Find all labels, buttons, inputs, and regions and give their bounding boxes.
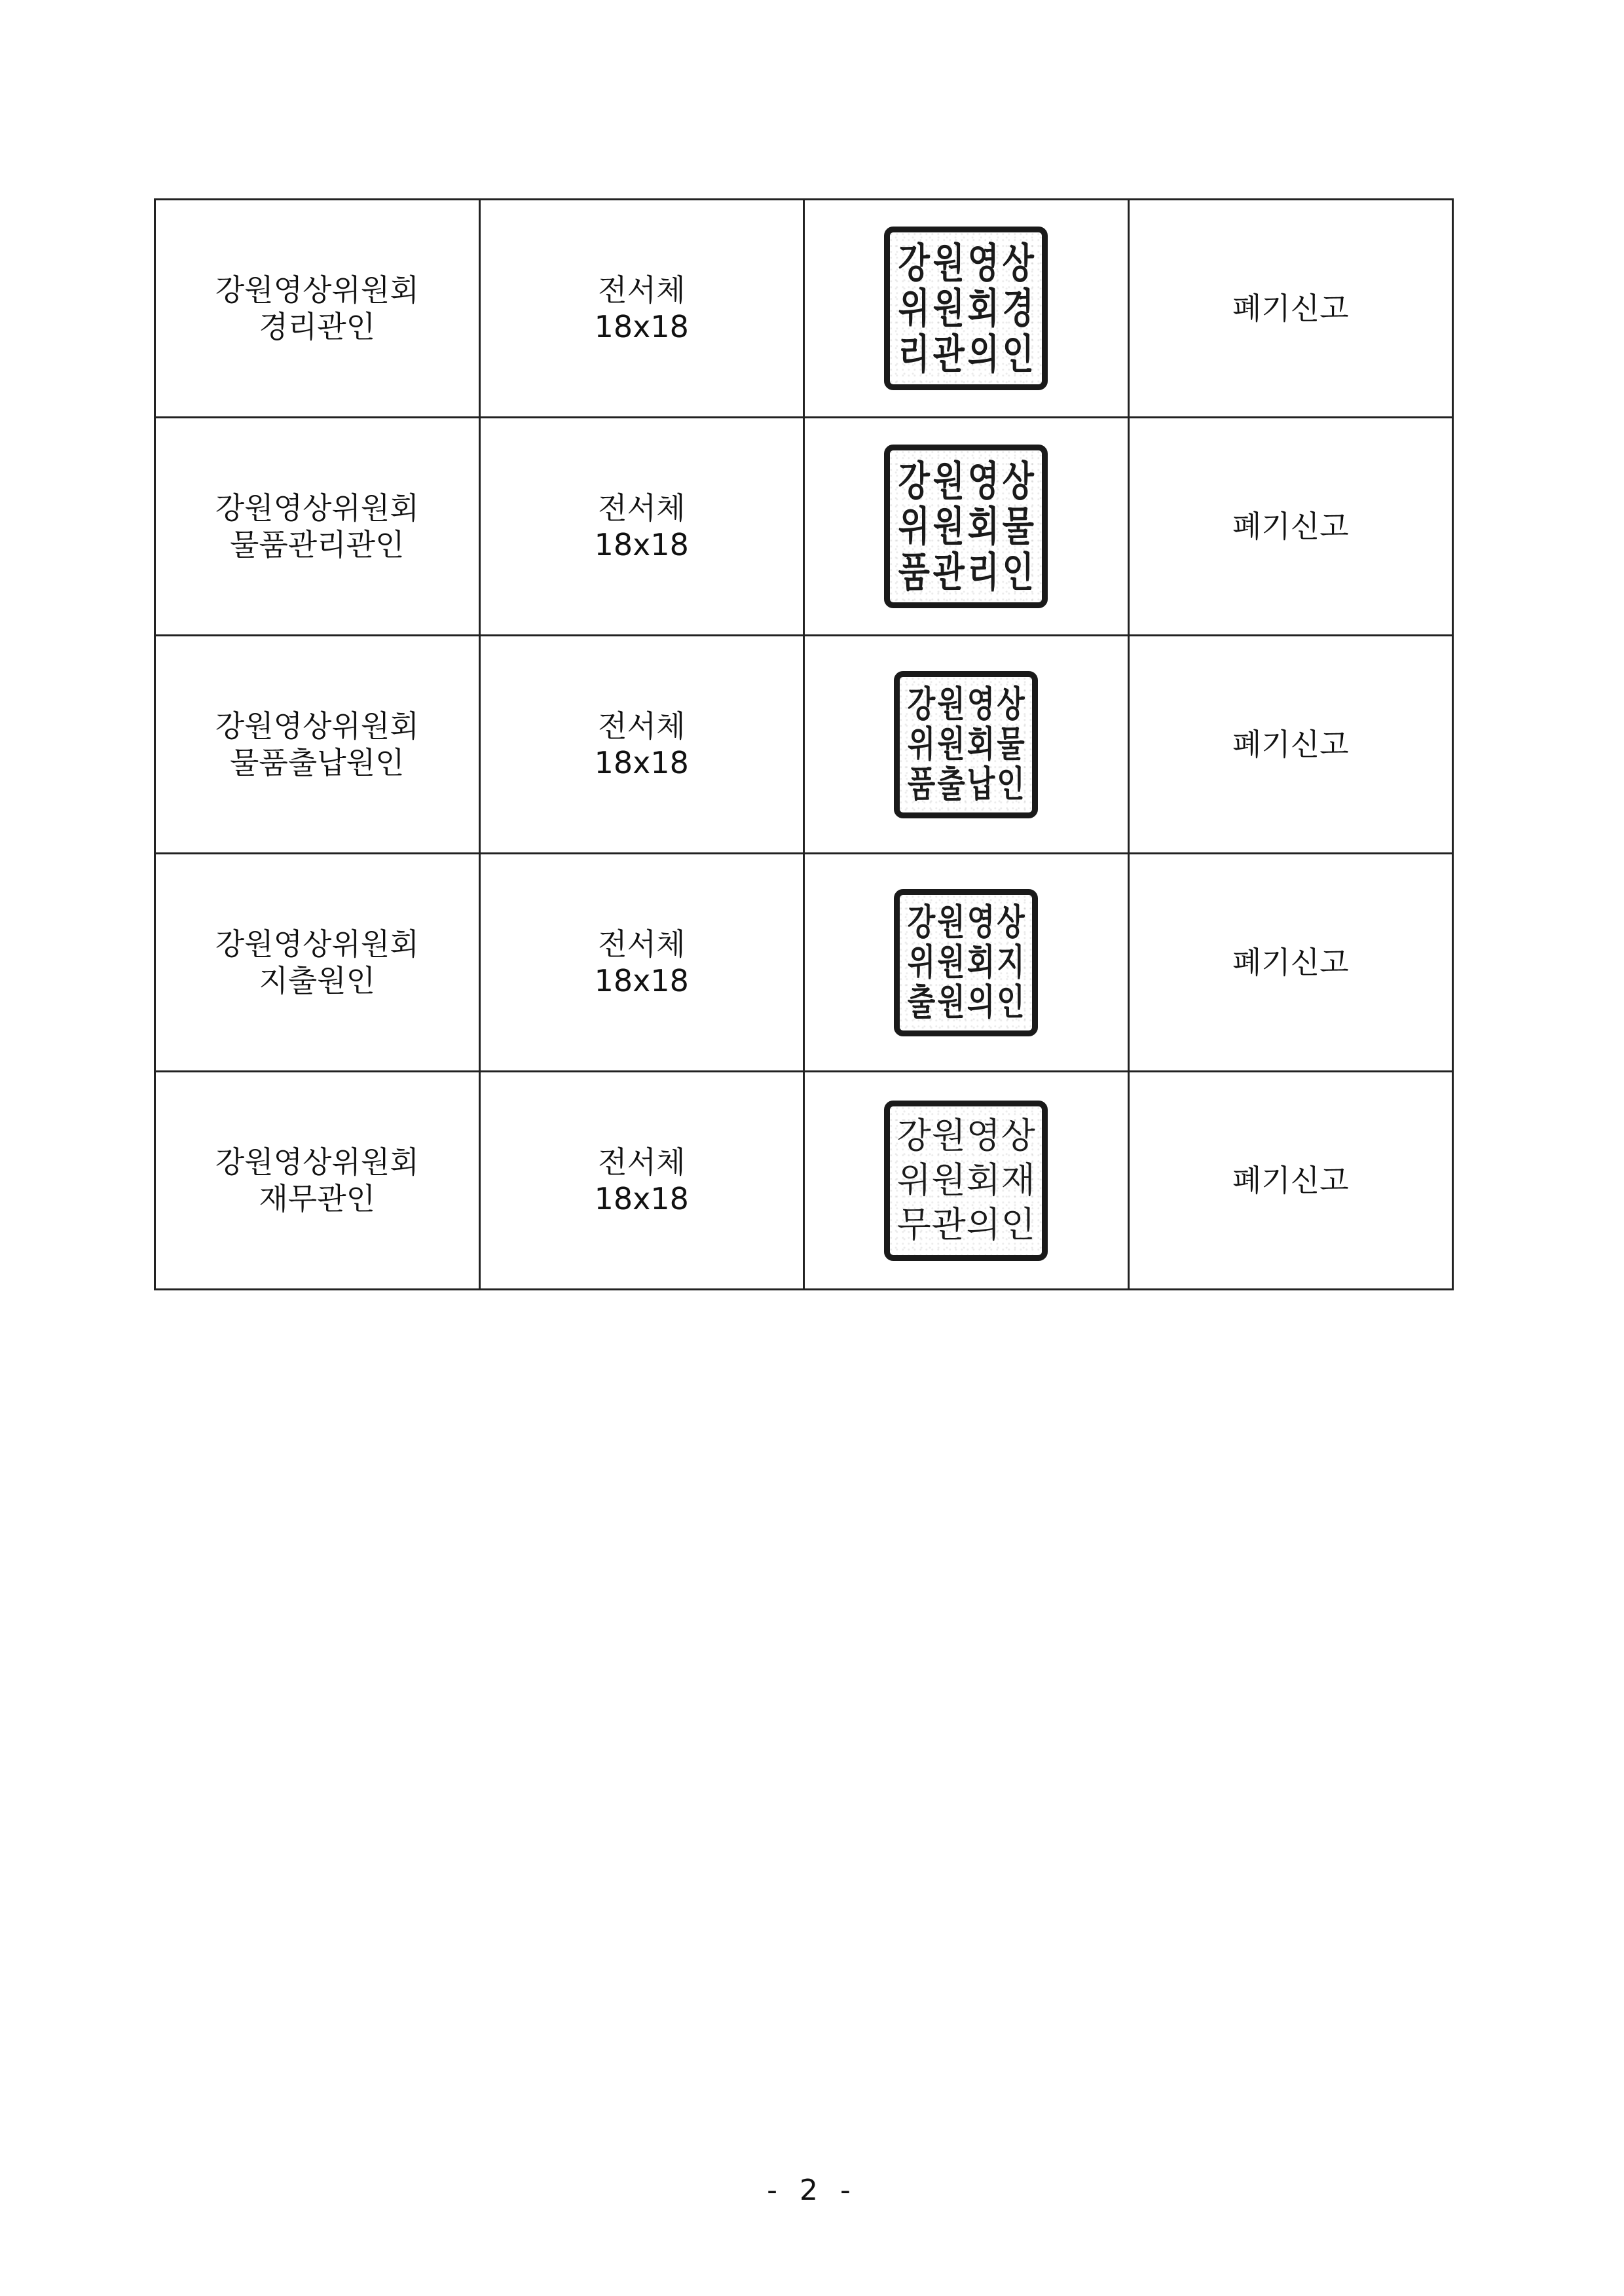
seal-char: 원 bbox=[932, 238, 965, 287]
seal-char: 관 bbox=[932, 329, 965, 378]
seal-char: 위 bbox=[898, 501, 930, 551]
seal-char: 품 bbox=[898, 547, 930, 596]
seal-char: 회 bbox=[966, 1159, 1001, 1201]
seal-note-cell bbox=[1128, 854, 1453, 1072]
seal-char: 원 bbox=[937, 723, 965, 765]
seal-font-style: 전서체 bbox=[598, 272, 686, 308]
seal-char: 인 bbox=[1001, 1203, 1035, 1245]
seal-font-cell bbox=[479, 854, 804, 1072]
seal-note-cell bbox=[1128, 418, 1453, 636]
seal-char: 납 bbox=[967, 763, 995, 805]
seal-char: 원 bbox=[932, 283, 965, 333]
seal-char: 물 bbox=[997, 723, 1025, 765]
seal-char: 상 bbox=[1001, 1115, 1035, 1157]
seal-font-style: 전서체 bbox=[598, 1144, 686, 1180]
seal-char: 리 bbox=[967, 547, 999, 596]
seal-name-line2: 경리관인 bbox=[259, 309, 376, 344]
seal-name-cell bbox=[155, 418, 480, 636]
seal-char: 출 bbox=[937, 763, 965, 805]
seal-char: 출 bbox=[907, 981, 936, 1023]
seal-image-cell bbox=[804, 418, 1129, 636]
seal-name-line1: 강원영상위원회 bbox=[215, 490, 419, 526]
seal-name-line2: 재무관인 bbox=[259, 1181, 376, 1216]
seal-name-line2: 지출원인 bbox=[259, 963, 376, 998]
seal-char: 원 bbox=[932, 456, 965, 505]
seal-name-cell bbox=[155, 1072, 480, 1290]
seal-char: 회 bbox=[967, 283, 999, 333]
seal-char: 영 bbox=[967, 238, 999, 287]
seal-char: 회 bbox=[967, 723, 995, 765]
seal-char: 인 bbox=[997, 981, 1025, 1023]
seal-impression bbox=[894, 671, 1038, 818]
seal-size: 18x18 bbox=[594, 309, 689, 344]
table-row bbox=[155, 200, 1453, 418]
seal-char: 회 bbox=[967, 941, 995, 983]
seal-note: 폐기신고 bbox=[1232, 291, 1349, 326]
seal-char: 영 bbox=[967, 683, 995, 725]
seal-font-cell bbox=[479, 636, 804, 854]
seal-char: 관 bbox=[931, 1203, 966, 1245]
seal-char: 원 bbox=[937, 941, 965, 983]
seal-size: 18x18 bbox=[594, 1181, 689, 1216]
seal-char: 리 bbox=[898, 329, 930, 378]
seal-char: 재 bbox=[1001, 1159, 1035, 1201]
seal-char: 품 bbox=[907, 763, 936, 805]
seal-note: 폐기신고 bbox=[1232, 945, 1349, 980]
seal-name-cell bbox=[155, 636, 480, 854]
seal-name-cell bbox=[155, 200, 480, 418]
seal-name-line2: 물품관리관인 bbox=[229, 527, 405, 562]
seal-font-cell bbox=[479, 418, 804, 636]
seal-char: 위 bbox=[898, 283, 930, 333]
seal-char: 강 bbox=[898, 238, 930, 287]
seal-note-cell bbox=[1128, 200, 1453, 418]
seal-char: 위 bbox=[896, 1159, 931, 1201]
seal-char: 의 bbox=[966, 1203, 1001, 1245]
seal-impression bbox=[884, 1101, 1048, 1261]
seal-char: 인 bbox=[1002, 329, 1034, 378]
seal-char: 상 bbox=[1002, 456, 1034, 505]
seal-char: 무 bbox=[896, 1203, 931, 1245]
seal-note: 폐기신고 bbox=[1232, 509, 1349, 544]
seal-char: 상 bbox=[1002, 238, 1034, 287]
seal-image-cell bbox=[804, 636, 1129, 854]
seal-char: 강 bbox=[896, 1115, 931, 1157]
seal-note-cell bbox=[1128, 636, 1453, 854]
seal-name-line1: 강원영상위원회 bbox=[215, 708, 419, 744]
seal-char: 인 bbox=[1002, 547, 1034, 596]
seal-font-style: 전서체 bbox=[598, 926, 686, 962]
seal-size: 18x18 bbox=[594, 527, 689, 562]
seal-char: 원 bbox=[937, 683, 965, 725]
table-row bbox=[155, 854, 1453, 1072]
seal-font-style: 전서체 bbox=[598, 708, 686, 744]
seal-char: 영 bbox=[967, 456, 999, 505]
seal-char: 물 bbox=[1002, 501, 1034, 551]
seal-impression bbox=[884, 227, 1048, 390]
seal-size: 18x18 bbox=[594, 745, 689, 780]
seal-name-line2: 물품출납원인 bbox=[229, 745, 405, 780]
seal-char: 원 bbox=[937, 981, 965, 1023]
seal-char: 영 bbox=[967, 901, 995, 943]
seal-char: 강 bbox=[898, 456, 930, 505]
seal-char: 위 bbox=[907, 723, 936, 765]
seal-char: 인 bbox=[997, 763, 1025, 805]
seal-char: 원 bbox=[931, 1115, 966, 1157]
seal-note: 폐기신고 bbox=[1232, 1163, 1349, 1198]
seal-char: 위 bbox=[907, 941, 936, 983]
seal-image-cell bbox=[804, 854, 1129, 1072]
seal-name-line1: 강원영상위원회 bbox=[215, 926, 419, 962]
seal-image-cell bbox=[804, 200, 1129, 418]
seal-char: 원 bbox=[931, 1159, 966, 1201]
seal-char: 경 bbox=[1002, 283, 1034, 333]
seal-font-cell bbox=[479, 200, 804, 418]
seal-char: 관 bbox=[932, 547, 965, 596]
seal-char: 의 bbox=[967, 329, 999, 378]
seal-char: 원 bbox=[937, 901, 965, 943]
seal-note: 폐기신고 bbox=[1232, 727, 1349, 762]
seal-char: 의 bbox=[967, 981, 995, 1023]
seal-disposal-table bbox=[154, 198, 1454, 1290]
seal-char: 지 bbox=[997, 941, 1025, 983]
seal-char: 강 bbox=[907, 901, 936, 943]
seal-name-line1: 강원영상위원회 bbox=[215, 1144, 419, 1180]
seal-name-cell bbox=[155, 854, 480, 1072]
seal-char: 영 bbox=[966, 1115, 1001, 1157]
seal-impression bbox=[884, 445, 1048, 608]
table-row bbox=[155, 636, 1453, 854]
seal-font-cell bbox=[479, 1072, 804, 1290]
seal-char: 회 bbox=[967, 501, 999, 551]
seal-char: 상 bbox=[997, 901, 1025, 943]
seal-name-line1: 강원영상위원회 bbox=[215, 272, 419, 308]
seal-note-cell bbox=[1128, 1072, 1453, 1290]
page-number: - 2 - bbox=[767, 2174, 857, 2207]
table-row bbox=[155, 1072, 1453, 1290]
seal-char: 강 bbox=[907, 683, 936, 725]
seal-char: 원 bbox=[932, 501, 965, 551]
seal-size: 18x18 bbox=[594, 963, 689, 998]
seal-impression bbox=[894, 889, 1038, 1036]
table-row bbox=[155, 418, 1453, 636]
seal-image-cell bbox=[804, 1072, 1129, 1290]
seal-font-style: 전서체 bbox=[598, 490, 686, 526]
seal-char: 상 bbox=[997, 683, 1025, 725]
